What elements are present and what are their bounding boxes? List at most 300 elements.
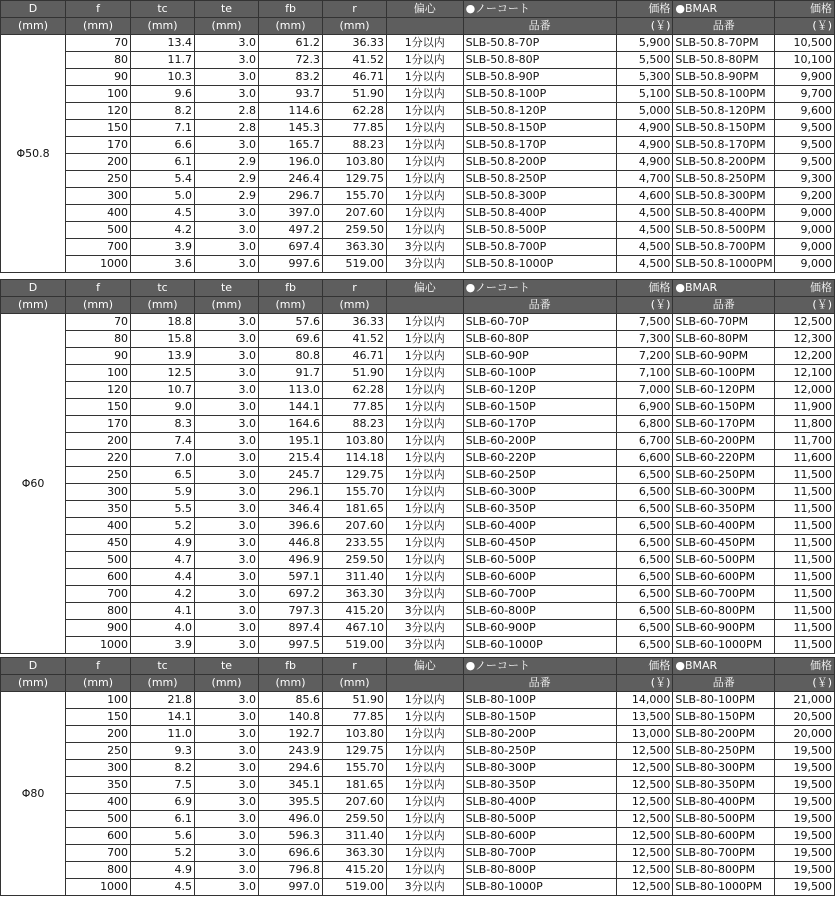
cell-r: 207.60 <box>323 205 387 222</box>
cell-eccentricity: 1分以内 <box>387 484 464 501</box>
cell-te: 3.0 <box>195 879 259 896</box>
cell-eccentricity: 1分以内 <box>387 709 464 726</box>
header-unit-te: (mm) <box>195 18 259 35</box>
cell-tc: 4.9 <box>131 535 195 552</box>
cell-r: 41.52 <box>323 331 387 348</box>
table-row <box>1 239 835 256</box>
table-row <box>1 743 835 760</box>
cell-eccentricity: 3分以内 <box>387 637 464 654</box>
cell-bmar-price: 19,500 <box>775 862 835 879</box>
cell-fb: 114.6 <box>259 103 323 120</box>
cell-f: 700 <box>66 239 131 256</box>
cell-te: 3.0 <box>195 586 259 603</box>
cell-nocoat-part: SLB-80-150P <box>463 709 616 726</box>
cell-bmar-part: SLB-80-1000PM <box>673 879 775 896</box>
table-row <box>1 569 835 586</box>
header-f: f <box>66 658 131 675</box>
table-row <box>1 331 835 348</box>
cell-bmar-price: 12,000 <box>775 382 835 399</box>
cell-nocoat-part: SLB-50.8-120P <box>463 103 616 120</box>
cell-tc: 6.1 <box>131 154 195 171</box>
cell-f: 350 <box>66 777 131 794</box>
cell-nocoat-part: SLB-80-700P <box>463 845 616 862</box>
table-row <box>1 484 835 501</box>
table-row <box>1 171 835 188</box>
cell-nocoat-price: 4,500 <box>616 239 673 256</box>
table-row <box>1 862 835 879</box>
cell-bmar-price: 19,500 <box>775 760 835 777</box>
cell-tc: 5.6 <box>131 828 195 845</box>
cell-eccentricity: 1分以内 <box>387 433 464 450</box>
cell-fb: 215.4 <box>259 450 323 467</box>
cell-bmar-part: SLB-60-500PM <box>673 552 775 569</box>
table-row <box>1 726 835 743</box>
cell-f: 170 <box>66 416 131 433</box>
cell-f: 900 <box>66 620 131 637</box>
cell-eccentricity: 3分以内 <box>387 603 464 620</box>
cell-bmar-part: SLB-60-900PM <box>673 620 775 637</box>
cell-te: 2.8 <box>195 120 259 137</box>
cell-nocoat-price: 12,500 <box>616 743 673 760</box>
cell-fb: 245.7 <box>259 467 323 484</box>
cell-fb: 496.0 <box>259 811 323 828</box>
cell-nocoat-price: 12,500 <box>616 845 673 862</box>
cell-nocoat-price: 6,500 <box>616 467 673 484</box>
cell-bmar-price: 11,500 <box>775 603 835 620</box>
cell-bmar-price: 11,500 <box>775 586 835 603</box>
cell-tc: 4.5 <box>131 879 195 896</box>
cell-eccentricity: 3分以内 <box>387 879 464 896</box>
cell-fb: 145.3 <box>259 120 323 137</box>
cell-te: 3.0 <box>195 222 259 239</box>
header-unit-nocoat-part: 品番 <box>463 675 616 692</box>
cell-bmar-price: 11,900 <box>775 399 835 416</box>
cell-r: 77.85 <box>323 399 387 416</box>
cell-r: 467.10 <box>323 620 387 637</box>
cell-te: 3.0 <box>195 365 259 382</box>
cell-bmar-part: SLB-80-350PM <box>673 777 775 794</box>
cell-bmar-price: 9,500 <box>775 120 835 137</box>
spec-table-1 <box>0 0 835 273</box>
cell-r: 46.71 <box>323 348 387 365</box>
cell-nocoat-price: 6,500 <box>616 501 673 518</box>
cell-nocoat-price: 12,500 <box>616 777 673 794</box>
cell-r: 519.00 <box>323 637 387 654</box>
cell-tc: 4.0 <box>131 620 195 637</box>
header-bmar-price: 価格 <box>775 1 835 18</box>
cell-nocoat-price: 4,700 <box>616 171 673 188</box>
cell-f: 200 <box>66 433 131 450</box>
cell-r: 62.28 <box>323 382 387 399</box>
cell-bmar-price: 9,200 <box>775 188 835 205</box>
table-row <box>1 828 835 845</box>
header-row-units <box>1 675 835 692</box>
cell-nocoat-price: 12,500 <box>616 862 673 879</box>
cell-tc: 8.2 <box>131 760 195 777</box>
cell-bmar-price: 19,500 <box>775 743 835 760</box>
cell-bmar-part: SLB-60-220PM <box>673 450 775 467</box>
cell-nocoat-price: 12,500 <box>616 879 673 896</box>
cell-te: 3.0 <box>195 620 259 637</box>
cell-tc: 15.8 <box>131 331 195 348</box>
cell-eccentricity: 1分以内 <box>387 86 464 103</box>
cell-nocoat-part: SLB-80-500P <box>463 811 616 828</box>
cell-f: 150 <box>66 120 131 137</box>
cell-r: 311.40 <box>323 828 387 845</box>
cell-r: 311.40 <box>323 569 387 586</box>
header-bmar-price: 価格 <box>775 280 835 297</box>
table-row <box>1 433 835 450</box>
cell-bmar-part: SLB-60-80PM <box>673 331 775 348</box>
cell-bmar-part: SLB-50.8-100PM <box>673 86 775 103</box>
cell-nocoat-part: SLB-60-500P <box>463 552 616 569</box>
cell-nocoat-part: SLB-50.8-80P <box>463 52 616 69</box>
cell-f: 250 <box>66 743 131 760</box>
cell-fb: 164.6 <box>259 416 323 433</box>
cell-fb: 69.6 <box>259 331 323 348</box>
header-unit-f: (mm) <box>66 18 131 35</box>
cell-fb: 446.8 <box>259 535 323 552</box>
cell-fb: 72.3 <box>259 52 323 69</box>
cell-bmar-price: 11,800 <box>775 416 835 433</box>
cell-eccentricity: 1分以内 <box>387 120 464 137</box>
cell-bmar-part: SLB-60-70PM <box>673 314 775 331</box>
cell-bmar-price: 19,500 <box>775 828 835 845</box>
cell-eccentricity: 1分以内 <box>387 348 464 365</box>
cell-bmar-price: 9,600 <box>775 103 835 120</box>
cell-bmar-price: 12,500 <box>775 314 835 331</box>
cell-te: 3.0 <box>195 709 259 726</box>
cell-f: 1000 <box>66 879 131 896</box>
header-unit-fb: (mm) <box>259 18 323 35</box>
cell-eccentricity: 1分以内 <box>387 726 464 743</box>
cell-tc: 5.5 <box>131 501 195 518</box>
cell-f: 450 <box>66 535 131 552</box>
header-bmar-part: ●BMAR <box>673 280 775 297</box>
cell-bmar-part: SLB-60-100PM <box>673 365 775 382</box>
header-nocoat-price: 価格 <box>616 658 673 675</box>
cell-eccentricity: 3分以内 <box>387 586 464 603</box>
cell-tc: 5.2 <box>131 845 195 862</box>
header-unit-r: (mm) <box>323 297 387 314</box>
cell-eccentricity: 1分以内 <box>387 382 464 399</box>
cell-bmar-part: SLB-50.8-500PM <box>673 222 775 239</box>
cell-bmar-part: SLB-80-300PM <box>673 760 775 777</box>
table-row <box>1 205 835 222</box>
header-unit-tc: (mm) <box>131 675 195 692</box>
cell-nocoat-part: SLB-50.8-150P <box>463 120 616 137</box>
cell-te: 3.0 <box>195 416 259 433</box>
cell-bmar-price: 19,500 <box>775 794 835 811</box>
header-fb: fb <box>259 1 323 18</box>
cell-te: 3.0 <box>195 692 259 709</box>
cell-te: 3.0 <box>195 777 259 794</box>
cell-r: 36.33 <box>323 35 387 52</box>
cell-nocoat-price: 7,000 <box>616 382 673 399</box>
cell-tc: 9.3 <box>131 743 195 760</box>
cell-fb: 113.0 <box>259 382 323 399</box>
cell-eccentricity: 1分以内 <box>387 365 464 382</box>
header-unit-nocoat-price: (￥) <box>616 18 673 35</box>
cell-te: 3.0 <box>195 845 259 862</box>
cell-f: 170 <box>66 137 131 154</box>
cell-tc: 7.0 <box>131 450 195 467</box>
table-row <box>1 603 835 620</box>
header-tc: tc <box>131 280 195 297</box>
cell-nocoat-part: SLB-50.8-300P <box>463 188 616 205</box>
table-row <box>1 501 835 518</box>
cell-te: 3.0 <box>195 743 259 760</box>
cell-fb: 397.0 <box>259 205 323 222</box>
cell-fb: 91.7 <box>259 365 323 382</box>
cell-nocoat-part: SLB-80-200P <box>463 726 616 743</box>
cell-r: 114.18 <box>323 450 387 467</box>
table-row <box>1 794 835 811</box>
cell-f: 1000 <box>66 637 131 654</box>
cell-bmar-part: SLB-80-800PM <box>673 862 775 879</box>
cell-eccentricity: 1分以内 <box>387 188 464 205</box>
cell-nocoat-part: SLB-60-600P <box>463 569 616 586</box>
header-unit-fb: (mm) <box>259 675 323 692</box>
cell-bmar-price: 11,600 <box>775 450 835 467</box>
cell-bmar-price: 9,000 <box>775 222 835 239</box>
cell-bmar-price: 9,000 <box>775 239 835 256</box>
cell-f: 100 <box>66 692 131 709</box>
cell-nocoat-price: 13,500 <box>616 709 673 726</box>
cell-nocoat-part: SLB-60-90P <box>463 348 616 365</box>
table-row <box>1 637 835 654</box>
cell-tc: 7.4 <box>131 433 195 450</box>
cell-fb: 140.8 <box>259 709 323 726</box>
cell-te: 3.0 <box>195 35 259 52</box>
cell-eccentricity: 1分以内 <box>387 692 464 709</box>
cell-tc: 13.4 <box>131 35 195 52</box>
cell-te: 3.0 <box>195 637 259 654</box>
cell-nocoat-price: 7,300 <box>616 331 673 348</box>
header-tc: tc <box>131 1 195 18</box>
cell-bmar-price: 11,700 <box>775 433 835 450</box>
cell-nocoat-part: SLB-50.8-100P <box>463 86 616 103</box>
cell-bmar-price: 11,500 <box>775 467 835 484</box>
cell-nocoat-part: SLB-50.8-1000P <box>463 256 616 273</box>
cell-r: 155.70 <box>323 188 387 205</box>
cell-fb: 346.4 <box>259 501 323 518</box>
cell-r: 129.75 <box>323 743 387 760</box>
cell-f: 220 <box>66 450 131 467</box>
cell-nocoat-price: 5,300 <box>616 69 673 86</box>
cell-r: 259.50 <box>323 222 387 239</box>
cell-nocoat-part: SLB-60-350P <box>463 501 616 518</box>
cell-te: 3.0 <box>195 433 259 450</box>
table-row <box>1 518 835 535</box>
cell-bmar-part: SLB-80-600PM <box>673 828 775 845</box>
cell-te: 3.0 <box>195 137 259 154</box>
cell-nocoat-price: 12,500 <box>616 794 673 811</box>
cell-f: 70 <box>66 35 131 52</box>
cell-nocoat-price: 6,500 <box>616 484 673 501</box>
cell-nocoat-price: 6,500 <box>616 586 673 603</box>
header-f: f <box>66 1 131 18</box>
header-unit-r: (mm) <box>323 18 387 35</box>
cell-eccentricity: 1分以内 <box>387 171 464 188</box>
table-row <box>1 103 835 120</box>
cell-bmar-part: SLB-60-300PM <box>673 484 775 501</box>
header-bmar-part: ●BMAR <box>673 658 775 675</box>
cell-bmar-price: 19,500 <box>775 879 835 896</box>
cell-tc: 10.3 <box>131 69 195 86</box>
cell-tc: 6.1 <box>131 811 195 828</box>
cell-te: 2.8 <box>195 103 259 120</box>
cell-te: 3.0 <box>195 348 259 365</box>
header-unit-bmar-part: 品番 <box>673 18 775 35</box>
cell-te: 3.0 <box>195 256 259 273</box>
cell-f: 700 <box>66 845 131 862</box>
cell-fb: 83.2 <box>259 69 323 86</box>
cell-bmar-price: 11,500 <box>775 637 835 654</box>
cell-bmar-price: 20,500 <box>775 709 835 726</box>
cell-tc: 5.4 <box>131 171 195 188</box>
cell-tc: 10.7 <box>131 382 195 399</box>
cell-bmar-part: SLB-60-400PM <box>673 518 775 535</box>
cell-eccentricity: 1分以内 <box>387 535 464 552</box>
header-eccentricity: 偏心 <box>387 658 464 675</box>
cell-te: 3.0 <box>195 450 259 467</box>
table-row <box>1 552 835 569</box>
cell-bmar-price: 11,500 <box>775 569 835 586</box>
header-unit-r: (mm) <box>323 675 387 692</box>
cell-f: 500 <box>66 811 131 828</box>
cell-nocoat-price: 4,500 <box>616 205 673 222</box>
cell-te: 2.9 <box>195 188 259 205</box>
cell-bmar-price: 11,500 <box>775 535 835 552</box>
cell-bmar-price: 19,500 <box>775 811 835 828</box>
cell-bmar-price: 11,500 <box>775 620 835 637</box>
header-unit-nocoat-price: (￥) <box>616 297 673 314</box>
cell-nocoat-price: 6,500 <box>616 535 673 552</box>
cell-bmar-part: SLB-60-700PM <box>673 586 775 603</box>
header-row-names <box>1 658 835 675</box>
cell-te: 3.0 <box>195 239 259 256</box>
header-unit-nocoat-part: 品番 <box>463 18 616 35</box>
table-row <box>1 365 835 382</box>
header-unit-d: (mm) <box>1 297 66 314</box>
cell-te: 3.0 <box>195 484 259 501</box>
cell-bmar-price: 9,900 <box>775 69 835 86</box>
header-unit-bmar-part: 品番 <box>673 675 775 692</box>
cell-fb: 61.2 <box>259 35 323 52</box>
cell-te: 3.0 <box>195 603 259 620</box>
cell-r: 207.60 <box>323 518 387 535</box>
table-row <box>1 450 835 467</box>
cell-tc: 7.5 <box>131 777 195 794</box>
cell-r: 363.30 <box>323 845 387 862</box>
cell-f: 90 <box>66 348 131 365</box>
cell-bmar-price: 11,500 <box>775 518 835 535</box>
cell-bmar-price: 12,100 <box>775 365 835 382</box>
cell-te: 3.0 <box>195 811 259 828</box>
cell-f: 500 <box>66 552 131 569</box>
cell-tc: 18.8 <box>131 314 195 331</box>
header-tc: tc <box>131 658 195 675</box>
cell-bmar-price: 9,000 <box>775 205 835 222</box>
cell-tc: 3.9 <box>131 637 195 654</box>
cell-tc: 5.0 <box>131 188 195 205</box>
cell-nocoat-part: SLB-60-1000P <box>463 637 616 654</box>
header-fb: fb <box>259 658 323 675</box>
cell-te: 2.9 <box>195 154 259 171</box>
cell-fb: 294.6 <box>259 760 323 777</box>
cell-nocoat-price: 6,900 <box>616 399 673 416</box>
cell-bmar-part: SLB-60-1000PM <box>673 637 775 654</box>
cell-eccentricity: 1分以内 <box>387 828 464 845</box>
cell-nocoat-price: 14,000 <box>616 692 673 709</box>
cell-te: 3.0 <box>195 794 259 811</box>
cell-bmar-price: 11,500 <box>775 501 835 518</box>
cell-fb: 296.1 <box>259 484 323 501</box>
header-bmar-price: 価格 <box>775 658 835 675</box>
header-nocoat-part: ●ノーコート <box>463 1 616 18</box>
cell-nocoat-price: 7,500 <box>616 314 673 331</box>
cell-nocoat-part: SLB-80-250P <box>463 743 616 760</box>
table-row <box>1 467 835 484</box>
cell-eccentricity: 1分以内 <box>387 777 464 794</box>
header-unit-fb: (mm) <box>259 297 323 314</box>
cell-eccentricity: 3分以内 <box>387 620 464 637</box>
diameter-cell: Φ80 <box>1 692 66 896</box>
cell-tc: 9.0 <box>131 399 195 416</box>
cell-te: 3.0 <box>195 569 259 586</box>
cell-fb: 395.5 <box>259 794 323 811</box>
cell-r: 415.20 <box>323 603 387 620</box>
header-eccentricity: 偏心 <box>387 1 464 18</box>
cell-nocoat-part: SLB-60-70P <box>463 314 616 331</box>
cell-te: 3.0 <box>195 828 259 845</box>
spec-table-3 <box>0 657 835 896</box>
cell-te: 3.0 <box>195 86 259 103</box>
cell-bmar-part: SLB-60-200PM <box>673 433 775 450</box>
cell-f: 400 <box>66 518 131 535</box>
cell-eccentricity: 1分以内 <box>387 467 464 484</box>
header-unit-d: (mm) <box>1 18 66 35</box>
cell-bmar-price: 11,500 <box>775 552 835 569</box>
header-te: te <box>195 280 259 297</box>
cell-bmar-price: 9,500 <box>775 137 835 154</box>
cell-nocoat-price: 6,500 <box>616 603 673 620</box>
cell-nocoat-part: SLB-80-1000P <box>463 879 616 896</box>
header-row-names <box>1 1 835 18</box>
cell-bmar-part: SLB-60-90PM <box>673 348 775 365</box>
table-row <box>1 348 835 365</box>
cell-f: 700 <box>66 586 131 603</box>
header-nocoat-price: 価格 <box>616 280 673 297</box>
cell-eccentricity: 1分以内 <box>387 794 464 811</box>
cell-tc: 12.5 <box>131 365 195 382</box>
cell-f: 1000 <box>66 256 131 273</box>
header-unit-bmar-part: 品番 <box>673 297 775 314</box>
cell-nocoat-part: SLB-50.8-70P <box>463 35 616 52</box>
cell-eccentricity: 1分以内 <box>387 760 464 777</box>
header-r: r <box>323 280 387 297</box>
cell-eccentricity: 1分以内 <box>387 501 464 518</box>
cell-bmar-part: SLB-50.8-120PM <box>673 103 775 120</box>
cell-r: 46.71 <box>323 69 387 86</box>
cell-f: 80 <box>66 331 131 348</box>
table-row <box>1 811 835 828</box>
cell-eccentricity: 1分以内 <box>387 845 464 862</box>
cell-bmar-price: 12,300 <box>775 331 835 348</box>
cell-te: 3.0 <box>195 331 259 348</box>
cell-fb: 997.6 <box>259 256 323 273</box>
